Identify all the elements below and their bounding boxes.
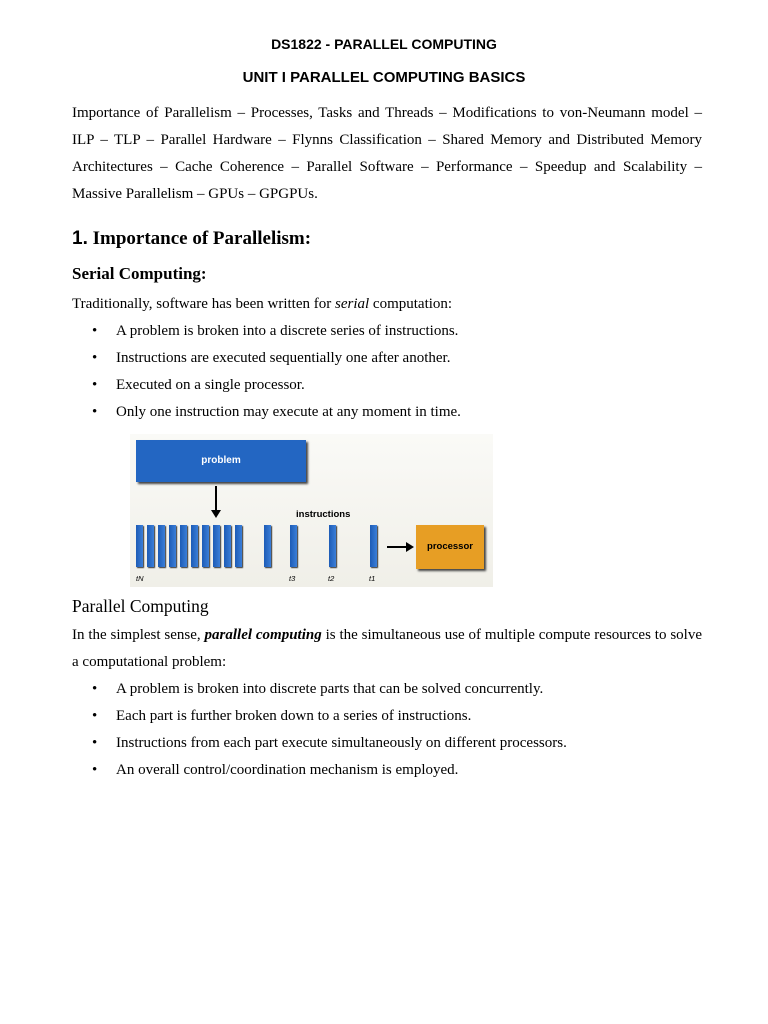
- problem-box: problem: [136, 440, 306, 482]
- instructions-label: instructions: [296, 509, 351, 520]
- instruction-bar: [235, 525, 242, 567]
- right-arrow-icon: [387, 546, 407, 548]
- instruction-bar: [202, 525, 209, 567]
- instruction-bar: [136, 525, 143, 567]
- serial-intro-emphasis: serial: [335, 296, 370, 312]
- list-item: • Only one instruction may execute at any moment in time.: [72, 399, 702, 426]
- time-label-t3: t3: [289, 574, 296, 583]
- instruction-bar: [213, 525, 220, 567]
- parallel-computing-heading: Parallel Computing: [72, 596, 209, 616]
- parallel-intro-paragraph: [72, 622, 702, 676]
- parallel-intro-text-end: is the simultaneous use of multiple compute resources to solve a computational problem:: [72, 627, 702, 670]
- serial-computing-diagram: [130, 434, 493, 587]
- course-title: DS1822 - PARALLEL COMPUTING: [271, 36, 497, 52]
- list-item: • Instructions are executed sequentially one after another.: [72, 345, 702, 372]
- syllabus-paragraph: Importance of Parallelism – Processes, Tasks and Threads – Modifications to von-Neumann model – ILP – TLP – Parallel Hardware – Flynns Classification – Shared Memory and Distributed Memory Architectures – Cache Coherence – Parallel Software – Performance – Speedup and Scalability – Massive Parallelism – GPUs – GPGPUs.: [72, 105, 702, 202]
- serial-intro-text-end: computation:: [369, 296, 453, 312]
- list-item: • Each part is further broken down to a series of instructions.: [72, 703, 702, 730]
- time-label-t1: t1: [369, 574, 376, 583]
- list-item: • Instructions from each part execute simultaneously on different processors.: [72, 730, 702, 757]
- serial-computing-heading: Serial Computing:: [72, 264, 207, 283]
- instruction-bar: [169, 525, 176, 567]
- down-arrowhead-icon: [211, 510, 221, 518]
- processor-box: processor: [416, 525, 484, 569]
- parallel-intro-text: In the simplest sense,: [72, 627, 205, 643]
- down-arrow-icon: [215, 486, 217, 512]
- instruction-bar: [290, 525, 297, 567]
- time-label-tn: tN: [136, 574, 144, 583]
- instruction-bar: [158, 525, 165, 567]
- section-number: 1.: [72, 228, 88, 249]
- list-item: • A problem is broken into discrete parts that can be solved concurrently.: [72, 676, 702, 703]
- instruction-bar: [147, 525, 154, 567]
- list-item: • A problem is broken into a discrete series of instructions.: [72, 318, 702, 345]
- list-item: • An overall control/coordination mechanism is employed.: [72, 757, 702, 784]
- instruction-bar: [224, 525, 231, 567]
- section-title: Importance of Parallelism:: [92, 228, 312, 249]
- parallel-intro-emphasis: parallel computing: [204, 627, 322, 643]
- unit-title: UNIT I PARALLEL COMPUTING BASICS: [242, 69, 526, 86]
- parallel-bullet-list: [72, 676, 702, 784]
- serial-intro-text: Traditionally, software has been written for: [72, 296, 335, 312]
- right-arrowhead-icon: [406, 542, 414, 552]
- instruction-bar: [191, 525, 198, 567]
- time-label-t2: t2: [328, 574, 335, 583]
- instruction-bar: [180, 525, 187, 567]
- section-heading: [72, 228, 311, 250]
- instruction-bar: [329, 525, 336, 567]
- list-item: • Executed on a single processor.: [72, 372, 702, 399]
- serial-bullet-list: [72, 318, 702, 426]
- serial-intro-paragraph: [72, 291, 702, 318]
- instruction-bar: [370, 525, 377, 567]
- instruction-bar: [264, 525, 271, 567]
